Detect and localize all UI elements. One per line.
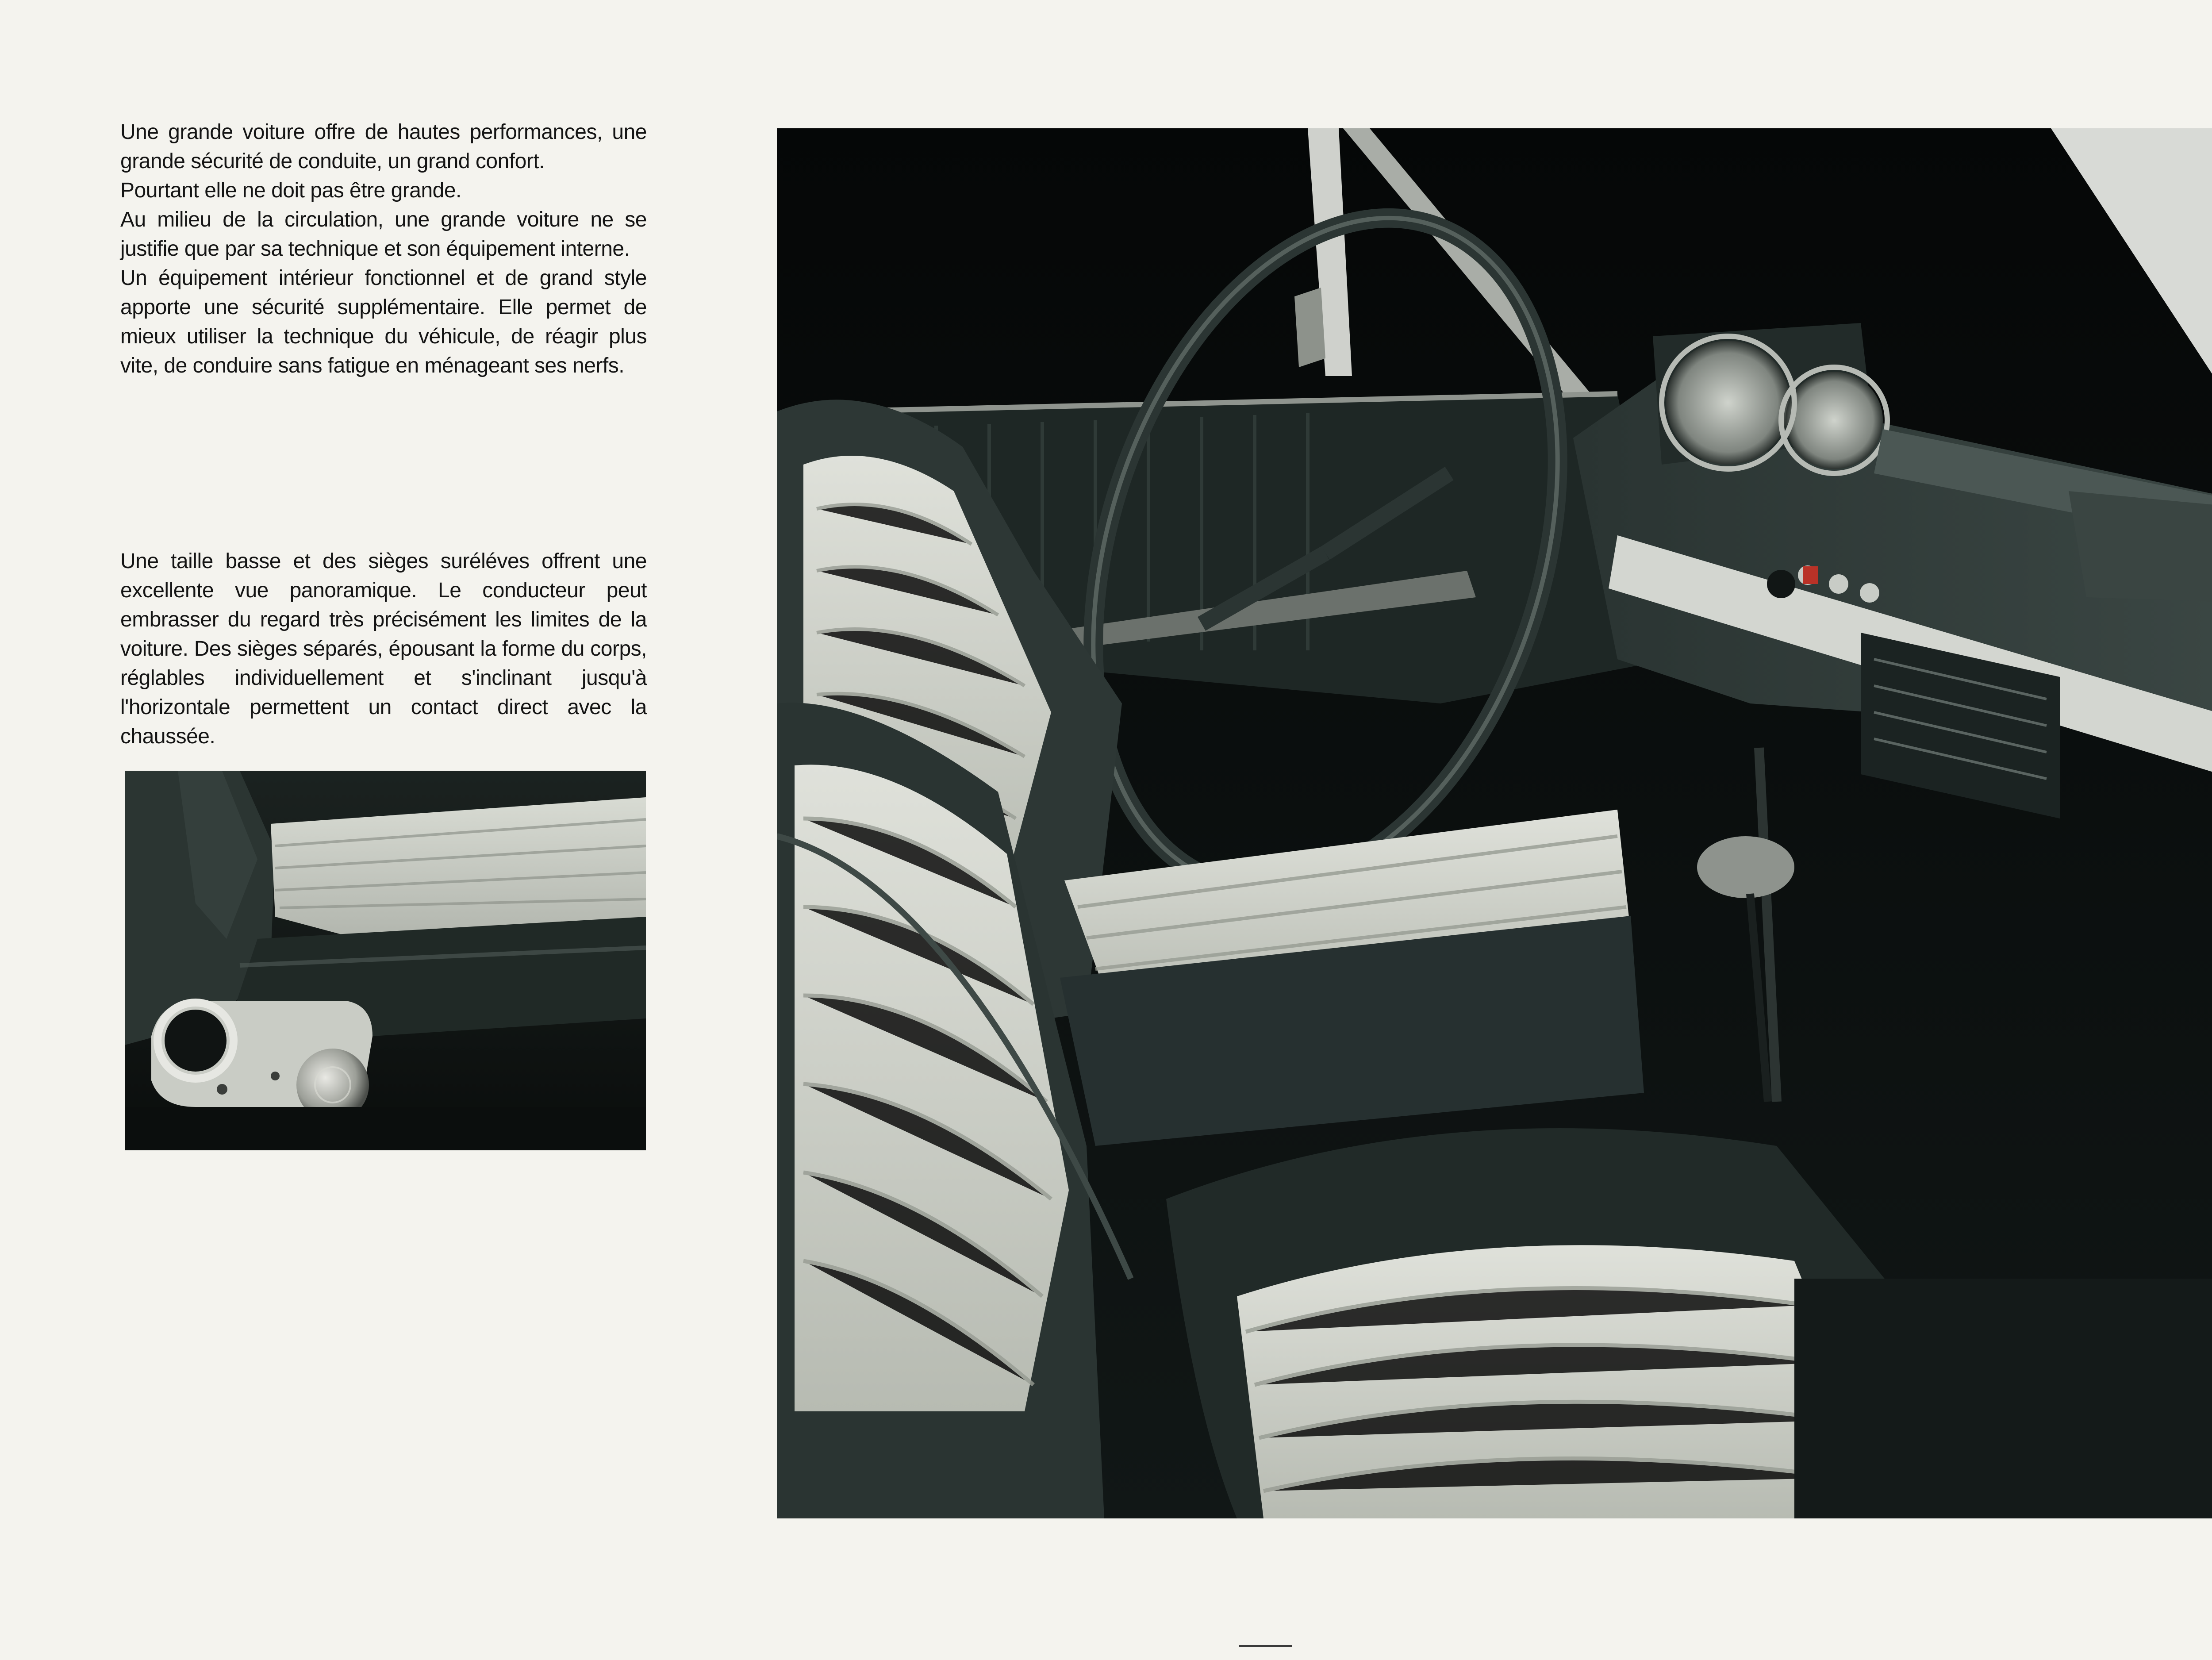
intro-sentence-3: Au milieu de la circulation, une grande voiture ne se justifie que par sa technique et son équipement interne. (120, 208, 647, 261)
intro-paragraph (120, 118, 647, 380)
intro-sentence-2: Pourtant elle ne doit pas être grande. (120, 179, 461, 202)
car-interior-illustration (777, 128, 2212, 1518)
seat-lever-photo (125, 771, 646, 1150)
intro-sentence-1: Une grande voiture offre de hautes performances, une grande sécurité de conduite, un grand confort. (120, 120, 647, 173)
car-interior-photo (777, 128, 2212, 1518)
intro-sentence-4: Un équipement intérieur fonctionnel et de grand style apporte une sécurité supplémentaire. Elle permet de mieux utiliser la technique du véhicule, de réagir plus vite, de conduire sans fatigue en ménageant ses nerfs. (120, 266, 647, 377)
seat-lever-illustration (125, 771, 646, 1150)
seats-text: Une taille basse et des sièges suréléves offrent une excellente vue panoramique. Le conducteur peut embrasser du regard très précisément les limites de la voiture. Des sièges séparés, épousant la forme du corps, réglables individuellement et s'inclinant jusqu'à l'horizontale permettent un contact direct avec la chaussée. (120, 549, 647, 748)
seats-paragraph (120, 547, 647, 751)
fold-mark (1239, 1645, 1292, 1647)
